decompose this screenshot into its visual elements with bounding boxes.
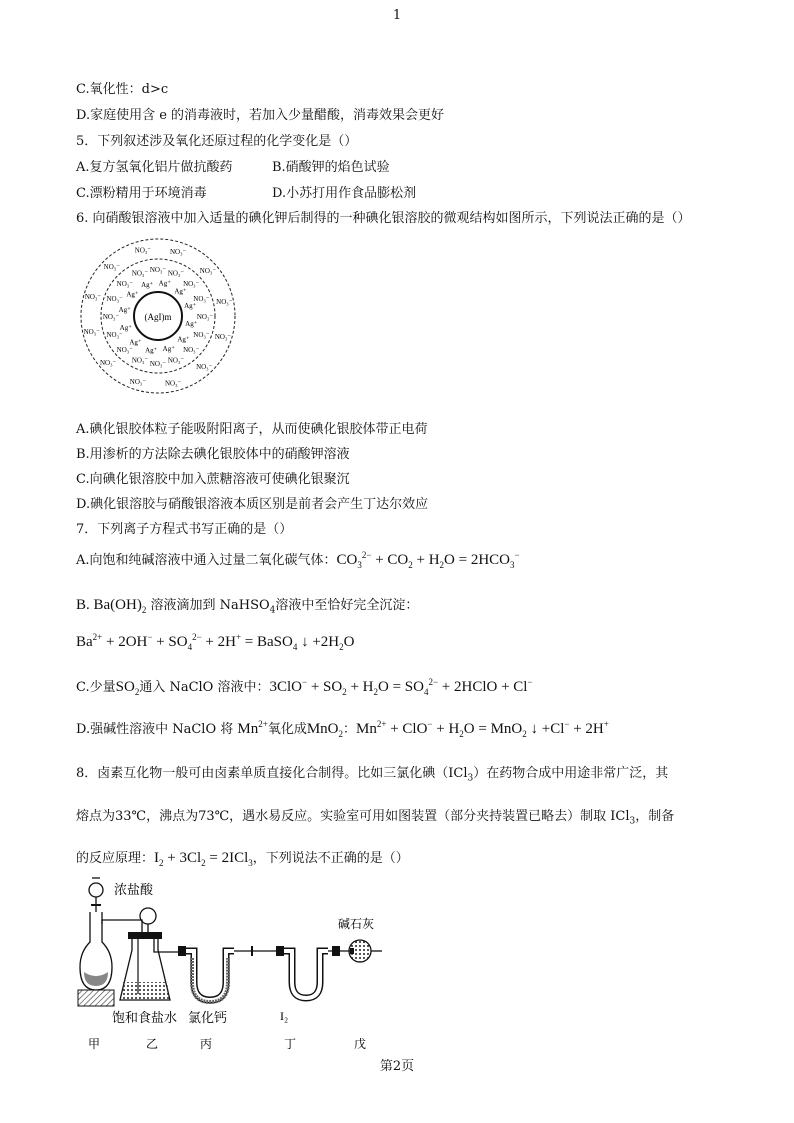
ag-ion: Ag⁺ [118,306,131,315]
option-c-prev: C.氧化性：d>c [76,82,169,97]
q7-option-d: D.强碱性溶液中 NaClO 将 $Mn^{2+}$氧化成MnO$_2$：$Mn^{2+} + ClO^- + H_2O = MnO_2$ ↓ +Cl− + 2H+ [76,719,609,739]
q5-option-b: B.硝酸钾的焰色试验 [272,160,390,175]
nitrate-ion-inner: NO₃⁻ [102,313,120,321]
ag-ion: Ag⁺ [158,279,171,288]
q5-option-c: C.漂粉精用于环境消毒 [76,186,207,201]
apparatus-label-2: 乙 [146,1037,159,1051]
apparatus-diagram [70,872,410,1054]
nitrate-ion-outer: NO₃⁻ [103,263,120,272]
question-7: 7．下列离子方程式书写正确的是（） [76,522,293,537]
nitrate-ion-inner: NO₃⁻ [116,346,133,355]
acid-label: 浓盐酸 [114,882,154,897]
ag-ion: Ag⁺ [129,338,142,347]
cacl2-label: 氯化钙 [188,1010,228,1025]
nitrate-ion-inner: NO₃⁻ [106,295,123,303]
nitrate-ion-inner: NO₃⁻ [167,356,185,365]
ag-ion: Ag⁺ [174,287,187,296]
ag-ion: Ag⁺ [184,302,197,311]
page-number-top: 1 [392,8,402,23]
colloid-diagram [78,236,238,396]
q6-option-d: D.碘化银溶胶与硝酸银溶液本质区别是前者会产生丁达尔效应 [76,497,429,512]
nitrate-ion-outer: NO₃⁻ [83,328,100,337]
q6-option-a: A.碘化银胶体粒子能吸附阳离子，从而使碘化银胶体带正电荷 [76,422,428,437]
nitrate-ion-outer: NO₃⁻ [199,266,217,275]
apparatus-label-1: 甲 [88,1037,101,1051]
nitrate-ion-outer: NO₃⁻ [216,297,233,306]
nitrate-ion-inner: NO₃⁻ [193,295,210,303]
q5-option-d: D.小苏打用作食品膨松剂 [272,186,417,201]
q7-option-a: A.向饱和纯碱溶液中通入过量二氧化碳气体：$CO_3^{2-} + CO_2 + H_2O = 2HCO_3^-$ [76,550,520,570]
nitrate-ion-inner: NO₃⁻ [106,331,123,339]
q6-option-b: B.用渗析的方法除去碘化银胶体中的硝酸钾溶液 [76,447,350,462]
question-6: 6. 向硝酸银溶液中加入适量的碘化钾后制得的一种碘化银溶胶的微观结构如图所示，下列说法正确的是（） [76,211,691,226]
q7-option-b: B. $Ba(OH)_2$ 溶液滴加到 NaHSO$_4$溶液中至恰好完全沉淀： [76,597,419,616]
brine-label: 饱和食盐水 [112,1010,178,1025]
q6-option-c: C.向碘化银溶胶中加入蔗糖溶液可使碘化银聚沉 [76,472,350,487]
iodine-label: I₂ [280,1009,289,1023]
nitrate-ion-inner: NO₃⁻ [183,346,200,355]
ag-ion: Ag⁺ [162,345,175,354]
soda-lime-label: 碱石灰 [338,917,375,931]
nitrate-ion-inner: NO₃⁻ [183,279,200,288]
q7-option-c: C.少量$SO_2$通入 NaClO 溶液中：$3ClO^- + SO_2 + H_2O = SO_4^{2-}$ + 2HClO + Cl− [76,677,533,697]
nitrate-ion-outer: NO₃⁻ [129,378,147,386]
nitrate-ion-inner: NO₃⁻ [131,269,149,278]
ag-ion: Ag⁺ [119,323,132,332]
nitrate-ion-outer: NO₃⁻ [214,333,232,342]
ag-ion: Ag⁺ [185,319,198,328]
page-footer: 第2页 [379,1059,415,1074]
apparatus-label-5: 戊 [354,1037,367,1051]
q5-option-a: A.复方氢氧化铝片做抗酸药 [76,160,233,175]
option-d-prev: D.家庭使用含 e 的消毒液时，若加入少量醋酸，消毒效果会更好 [76,108,445,123]
core-label: (AgI)m [144,312,172,322]
nitrate-ion-inner: NO₃⁻ [149,360,167,368]
ag-ion: Ag⁺ [141,280,154,289]
question-8-line3: 的反应原理：$I_2 + 3Cl_2 = 2ICl_3$，下列说法不正确的是（） [76,850,409,868]
ag-ion: Ag⁺ [177,335,190,344]
nitrate-ion-inner: NO₃⁻ [196,313,214,321]
nitrate-ion-outer: NO₃⁻ [99,359,117,368]
nitrate-ion-outer: NO₃⁻ [196,362,213,371]
nitrate-ion-outer: NO₃⁻ [164,379,182,388]
question-5: 5．下列叙述涉及氧化还原过程的化学变化是（） [76,134,358,149]
question-8-line2: 熔点为33℃，沸点为73℃，遇水易反应。实验室可用如图装置（部分夹持装置已略去）制取 ICl$_3$，制备 [76,809,675,827]
nitrate-ion-inner: NO₃⁻ [116,279,133,288]
apparatus-label-3: 丙 [200,1037,213,1051]
nitrate-ion-inner: NO₃⁻ [167,269,185,278]
nitrate-ion-outer: NO₃⁻ [84,292,102,301]
nitrate-ion-outer: NO₃⁻ [134,246,152,255]
nitrate-ion-inner: NO₃⁻ [149,266,167,274]
nitrate-ion-inner: NO₃⁻ [131,356,149,365]
question-8-line1: 8．卤素互化物一般可由卤素单质直接化合制得。比如三氯化碘（ICl$_3$）在药物合成中用途非常广泛，其 [76,766,669,784]
ag-ion: Ag⁺ [126,290,139,299]
q7-option-b-equation: $Ba^{2+} + 2OH^- + SO_4^{2-} + 2H^+$ = BaSO$_4$ ↓ $+2H_2O$ [76,632,355,652]
nitrate-ion-inner: NO₃⁻ [193,331,210,339]
nitrate-ion-outer: NO₃⁻ [169,248,187,256]
ag-ion: Ag⁺ [145,346,158,355]
apparatus-label-4: 丁 [284,1037,297,1051]
